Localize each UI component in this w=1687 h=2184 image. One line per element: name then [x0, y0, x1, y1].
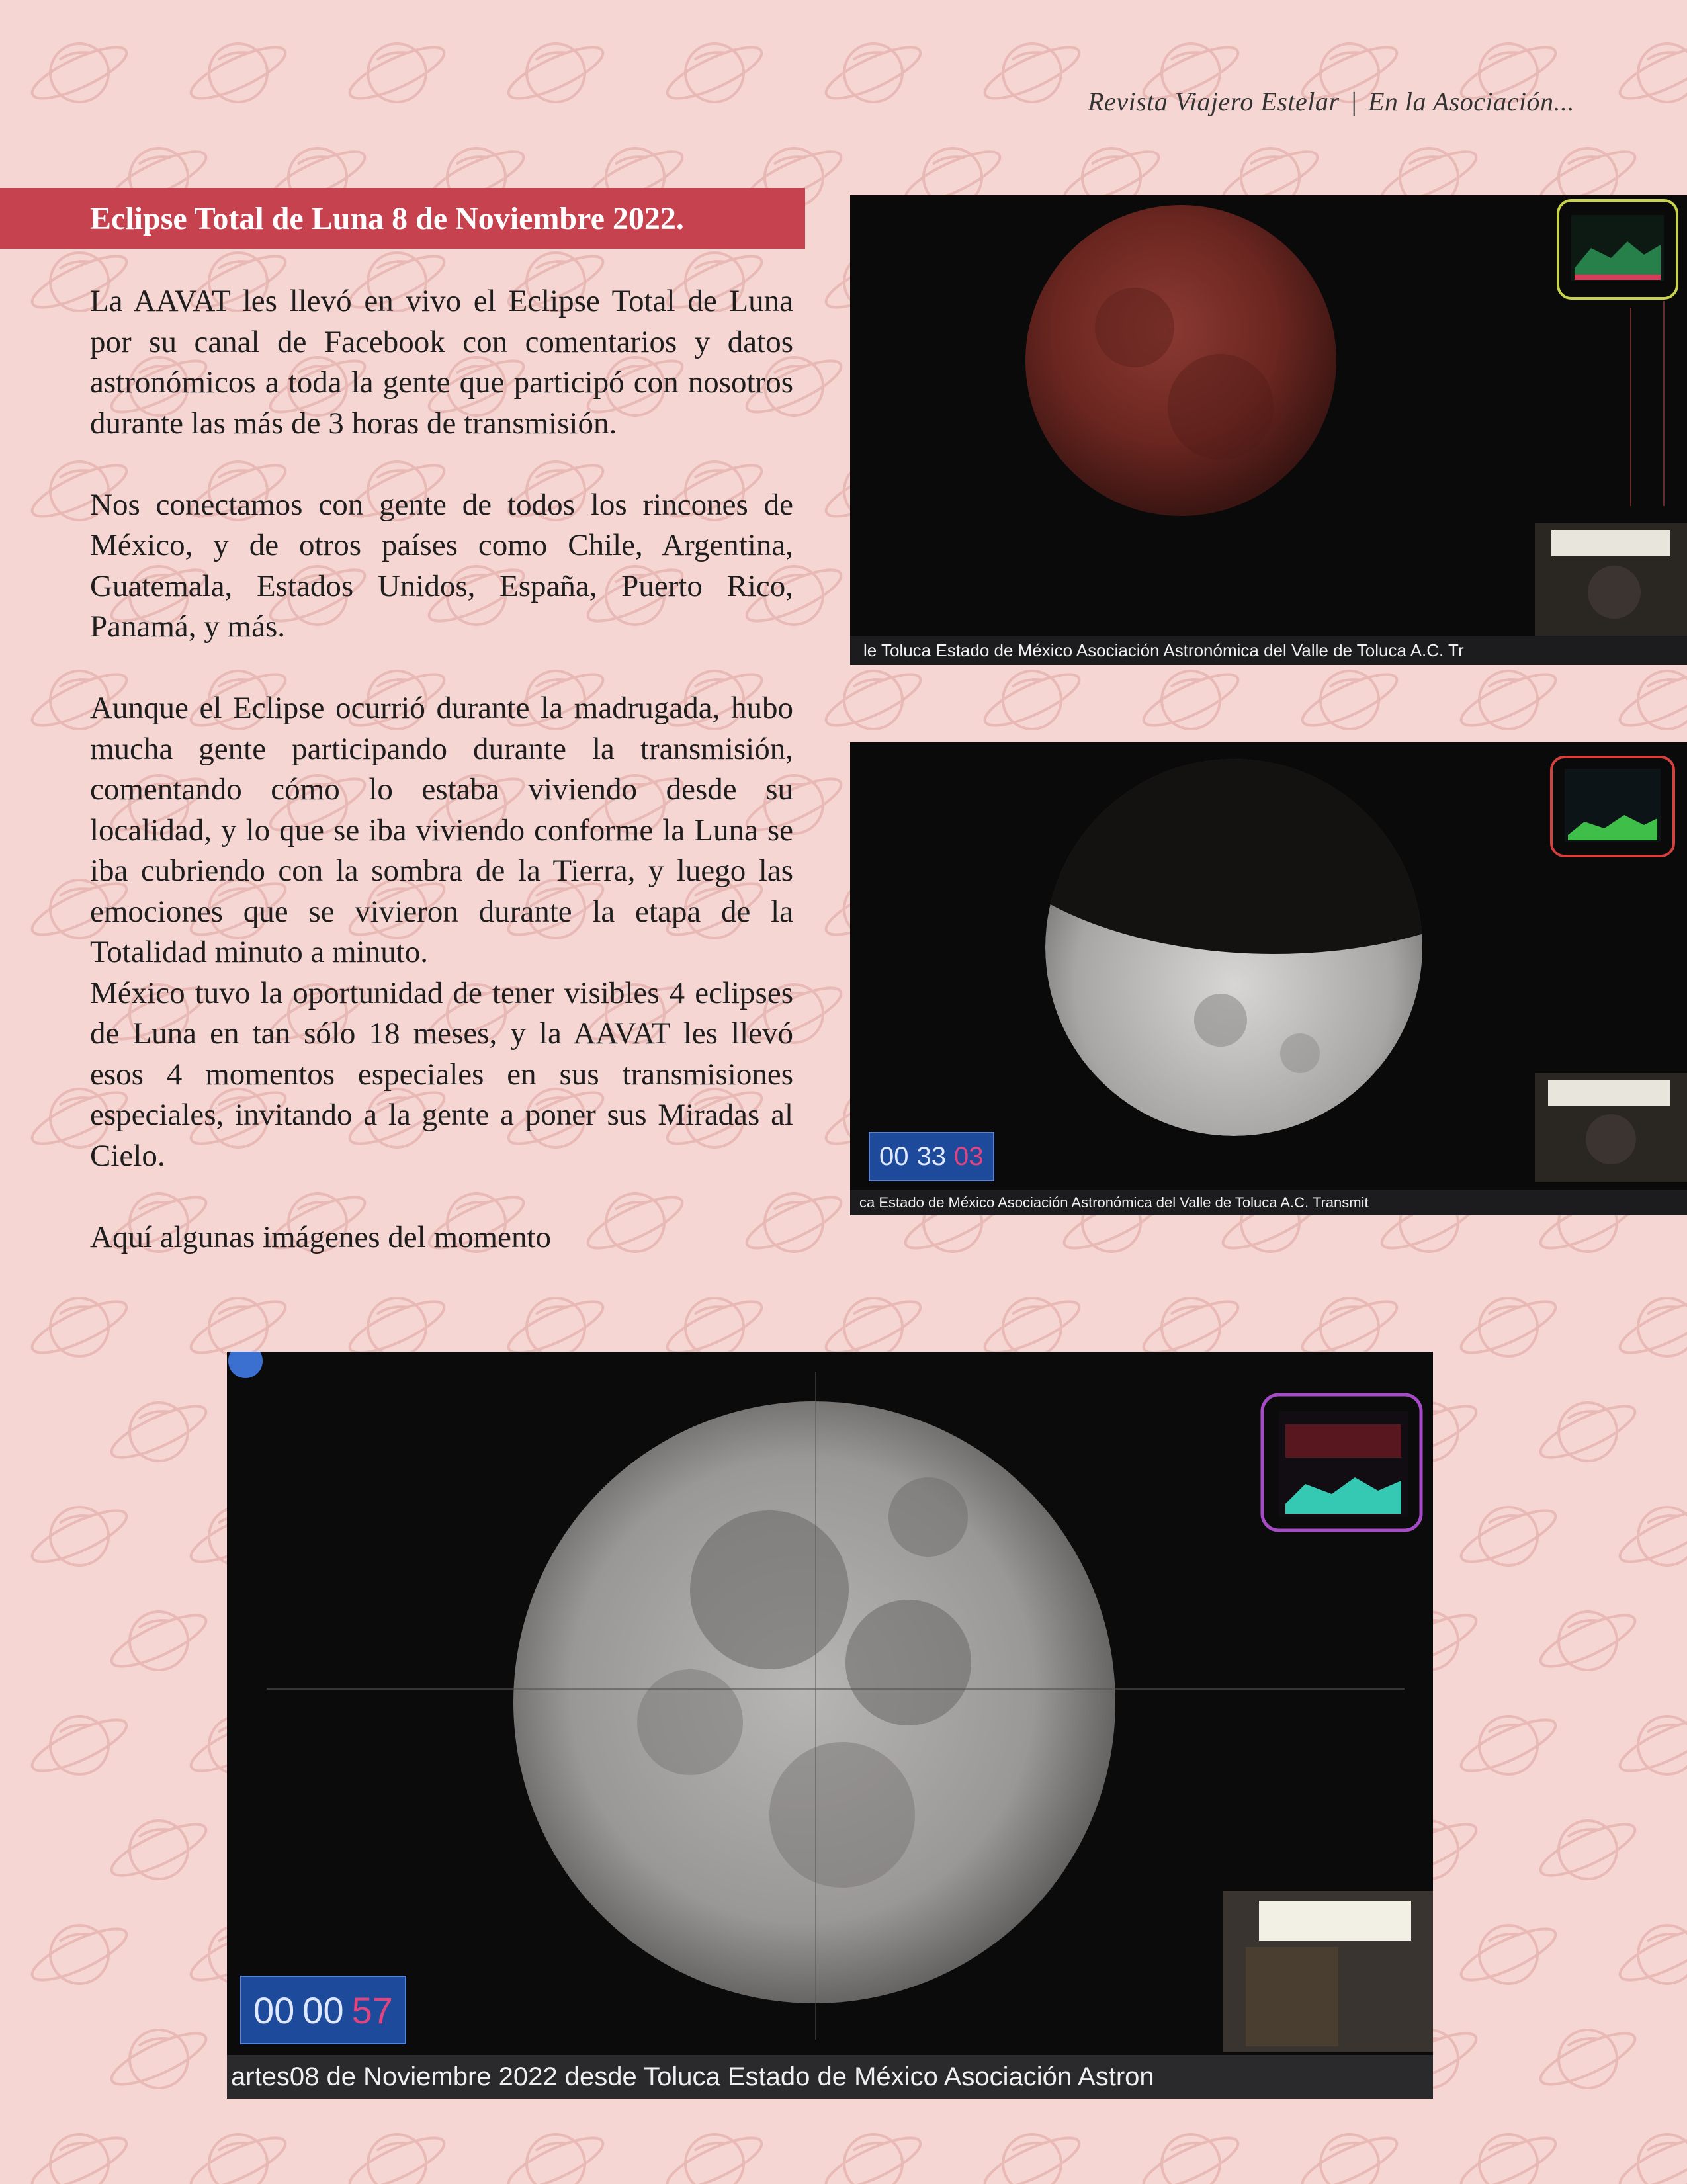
saturn-icon [820, 38, 926, 108]
saturn-icon [1138, 2128, 1244, 2184]
saturn-icon [26, 1710, 132, 1780]
paragraph-intro: La AAVAT les llevó en vivo el Eclipse Total de Luna por su canal de Facebook con comentarios y datos astronómicos a toda la gente que participó con nosotros durante las más de 3 horas de transmisión. [90, 284, 793, 441]
photo-2-ticker: ca Estado de México Asociación Astronómica del Valle de Toluca A.C. Transmit [850, 1190, 1687, 1215]
timer-seconds: 57 [351, 1989, 393, 2031]
saturn-icon [1455, 1292, 1561, 1362]
timer-hours: 00 [253, 1989, 295, 2031]
saturn-icon [106, 1397, 212, 1467]
photo-3-ticker: artes08 de Noviembre 2022 desde Toluca Estado de México Asociación Astron [227, 2055, 1433, 2099]
saturn-icon [1455, 665, 1561, 735]
photo-3-timer [240, 1976, 406, 2044]
saturn-icon [185, 2128, 291, 2184]
saturn-icon [1614, 665, 1687, 735]
timer-hours: 00 [879, 1141, 909, 1171]
saturn-icon [1138, 665, 1244, 735]
timer-minutes: 33 [916, 1141, 946, 1171]
saturn-icon [1535, 1815, 1641, 1885]
saturn-icon [1455, 1710, 1561, 1780]
saturn-icon [662, 2128, 767, 2184]
saturn-icon [185, 38, 291, 108]
saturn-icon [979, 38, 1085, 108]
article-title: Eclipse Total de Luna 8 de Noviembre 2022. [90, 200, 684, 236]
paragraph-four-eclipses: México tuvo la oportunidad de tener visibles 4 eclipses de Luna en tan sólo 18 meses, y la AAVAT les llevó esos 4 momentos especiales en sus transmisiones especiales, invitando a la gente a poner sus Miradas al Cielo. [90, 975, 793, 1173]
eclipse-photo-totality [850, 195, 1687, 665]
running-header [1088, 86, 1575, 117]
saturn-icon [1614, 1710, 1687, 1780]
saturn-icon [1535, 1397, 1641, 1467]
saturn-icon [979, 2128, 1085, 2184]
saturn-icon [26, 2128, 132, 2184]
saturn-icon [26, 1501, 132, 1571]
eclipse-photo-partial [850, 742, 1687, 1215]
saturn-icon [1455, 2128, 1561, 2184]
saturn-icon [106, 1606, 212, 1676]
paragraph-madrugada: Aunque el Eclipse ocurrió durante la madrugada, hubo mucha gente participando durante la transmisión, comentando cómo lo estaba viviendo desde su localidad, y lo que se iba viviendo conforme la Luna se iba cubriendo con la sombra de la Tierra, y luego las emociones que se vivieron durante la etapa de la Totalidad minuto a minuto. [90, 691, 793, 969]
saturn-icon [820, 665, 926, 735]
article-title-bar [0, 188, 805, 249]
saturn-icon [1297, 2128, 1403, 2184]
paragraph-images-intro: Aquí algunas imágenes del momento [90, 1219, 552, 1254]
saturn-icon [26, 38, 132, 108]
paragraph-countries: Nos conectamos con gente de todos los rincones de México, y de otros países como Chile, Argentina, Guatemala, Estados Unidos, España, Puerto Rico, Panamá, y más. [90, 487, 793, 644]
saturn-icon [1455, 1919, 1561, 1989]
saturn-icon [1614, 1501, 1687, 1571]
saturn-icon [1614, 1292, 1687, 1362]
saturn-icon [344, 2128, 450, 2184]
saturn-icon [106, 1815, 212, 1885]
saturn-icon [106, 2024, 212, 2094]
saturn-icon [1535, 1606, 1641, 1676]
eclipse-photo-full-moon [227, 1352, 1433, 2099]
saturn-icon [662, 38, 767, 108]
saturn-icon [26, 1292, 132, 1362]
saturn-icon [979, 665, 1085, 735]
header-separator: | [1350, 87, 1358, 116]
saturn-icon [1614, 2128, 1687, 2184]
timer-minutes: 00 [302, 1989, 344, 2031]
saturn-icon [344, 38, 450, 108]
saturn-icon [26, 1919, 132, 1989]
photo-2-timer [869, 1132, 994, 1181]
saturn-icon [1297, 665, 1403, 735]
saturn-icon [1535, 2024, 1641, 2094]
section-name: En la Asociación... [1367, 87, 1575, 116]
saturn-icon [820, 2128, 926, 2184]
saturn-icon [1614, 38, 1687, 108]
saturn-icon [1455, 1501, 1561, 1571]
saturn-icon [1614, 1919, 1687, 1989]
photo-1-ticker: le Toluca Estado de México Asociación Astronómica del Valle de Toluca A.C. Tr [850, 636, 1687, 665]
saturn-icon [503, 38, 609, 108]
article-body [90, 281, 793, 1299]
saturn-icon [503, 2128, 609, 2184]
timer-seconds: 03 [954, 1141, 984, 1171]
magazine-name: Revista Viajero Estelar [1088, 87, 1340, 116]
